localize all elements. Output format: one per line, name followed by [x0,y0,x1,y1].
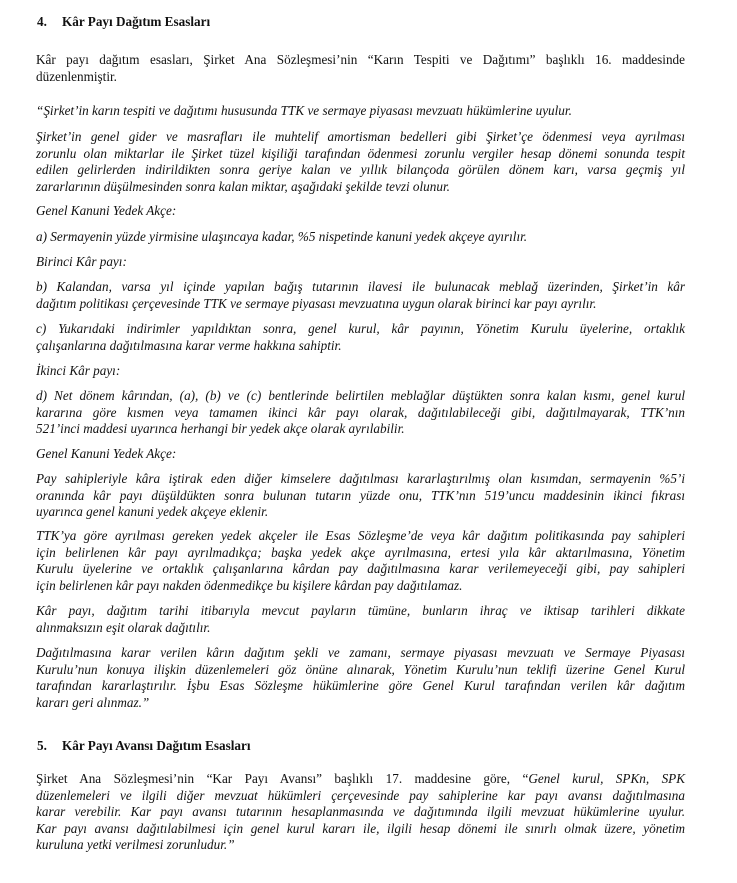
section-5-number: 5. [37,738,47,753]
section-5-paragraph [36,771,685,854]
label-genel-kanuni-yedek-akce-2 [36,446,685,463]
text-line: Şirket’in genel gider ve masrafları ile muhtelif amortisman bedelleri gibi Şirket’çe ödenmesi veya ayrılması [36,129,685,144]
text-line: düzenlenmiştir. [36,68,117,84]
text-line: Dağıtılmasına karar verilen kârın dağıtım şekli ve zamanı, sermaye piyasası mevzuatı ve Sermaye Piyasası [36,645,685,660]
text-line: Kurulu üyelerine ve ortaklık çalışanlarına kârdan pay dağıtılmasına karar verilemeyeceği gibi, pay sahipleri [36,561,685,577]
text-line: çalışanlarına dağıtılmasına karar verme hakkına sahiptir. [36,337,342,353]
text-line: Kurulu’nun konuya ilişkin düzenlemeleri göz önüne alınarak, Yönetim Kurulu’nun teklifi üzerine Genel Kurul [36,661,685,677]
item-a [36,229,685,246]
paragraph-dagitim-karari [36,645,685,711]
text-line: kararı geri alınmaz.” [36,694,150,710]
text-line: Kâr payı dağıtım esasları, Şirket Ana Sözleşmesi’nin “Karın Tespiti ve Dağıtımı” başlıklı 16. maddesinde [36,52,685,67]
label-genel-kanuni-yedek-akce-1 [36,203,685,220]
text-line: b) Kalandan, varsa yıl içinde yapılan bağış tutarının ilavesi ile bulunacak meblağ üzerinden, Şirket’in kâr [36,279,685,294]
text-line: c) Yukarıdaki indirimler yapıldıktan sonra, genel kurul, kâr payının, Yönetim Kurulu üyelerine, ortaklık [36,321,685,336]
section-5-title: Kâr Payı Avansı Dağıtım Esasları [62,738,251,753]
label-birinci-kar-payi [36,254,685,271]
quote-opening [36,103,685,120]
item-d [36,388,685,438]
paragraph-ttk-yedek [36,528,685,594]
text-line: tarafından kararlaştırılır. İşbu Esas Sözleşme hükümlerine göre Genel Kurul tarafından verilen kâr dağıtım [36,678,685,694]
text-line: Genel Kanuni Yedek Akçe: [36,203,177,218]
section-4-title: Kâr Payı Dağıtım Esasları [62,14,211,29]
text-line: kuruluna yetki verilmesi zorunludur.” [36,837,235,853]
text-line: Kar payı avansı dağıtılabilmesi için genel kurul kararı ile, ilgili hesap dönemi ile sınırlı olmak üzere, yönetim [36,820,685,836]
text-line [36,771,685,788]
text-line: d) Net dönem kârından, (a), (b) ve (c) bentlerinde belirtilen meblağlar düştükten sonra kalan kısmı, genel kurul [36,388,685,403]
text-line: karar verebilir. Kar payı avansı tutarının hesaplanmasında ve dağıtımında ilgili mevzuat hükümlerine uyulur. [36,804,685,820]
text-line: dağıtım politikası çerçevesinde TTK ve sermaye piyasası mevzuatına uygun olarak birinci kar payı ayrılır. [36,295,597,311]
avans-intro-text: Şirket Ana Sözleşmesi’nin “Kar Payı Avansı” başlıklı 17. maddesine göre, “ [36,771,529,786]
paragraph-esit-dagitim [36,603,685,636]
text-line: alınmaksızın eşit olarak dağıtılır. [36,619,211,635]
section-4-heading [37,14,210,30]
item-c [36,321,685,354]
text-line: Birinci Kâr payı: [36,254,127,269]
text-line: Genel Kanuni Yedek Akçe: [36,446,177,461]
text-line: zararlarının düşülmesinden sonra kalan miktar, aşağıdaki şekilde tevzi olunur. [36,178,450,194]
text-line: a) Sermayenin yüzde yirmisine ulaşıncaya kadar, %5 nispetinde kanuni yedek akçeye ayırılır. [36,229,528,244]
text-line: uyarınca genel kanuni yedek akçeye eklenir. [36,504,269,520]
avans-quote-start: Genel kurul, SPKn, SPK [528,771,686,786]
text-line: zorunlu olan miktarlar ile Şirket tüzel kişiliği tarafından ödenmesi zorunlu vergiler hesap dönemi sonunda tespit [36,145,685,161]
item-b [36,279,685,312]
label-ikinci-kar-payi [36,363,685,380]
text-line: düzenlemeleri ve ilgili diğer mevzuat hükümleri çerçevesinde pay sahiplerine kar payı avansı dağıtılmasına [36,787,685,803]
text-line: Kâr payı, dağıtım tarihi itibarıyla mevcut payların tümüne, bunların ihraç ve iktisap tarihleri dikkate [36,603,685,618]
text-line: 521’inci maddesi uyarınca herhangi bir yedek akçe olarak ayrılabilir. [36,421,405,437]
text-line: için belirlenen kâr payı nakden ödenmedikçe bu kişilere kârdan pay dağıtılamaz. [36,577,463,593]
text-line: için belirlenen kâr payı ayrılmadıkça; başka yedek akçe ayrılmasına, ertesi yıla kâr aktarılmasına, Yönetim [36,544,685,560]
text-line: TTK’ya göre ayrılması gereken yedek akçeler ile Esas Sözleşme’de veya kâr dağıtım politikasında pay sahipleri [36,528,685,543]
text-line: “Şirket’in karın tespiti ve dağıtımı hususunda TTK ve sermaye piyasası mevzuatı hükümlerine uyulur. [36,103,572,118]
section-4-intro [36,52,685,85]
section-4-number: 4. [37,14,47,29]
text-line: edilen gelirlerden indirildikten sonra geriye kalan ve yıllık bilançoda görülen dönem karı, varsa geçmiş yıl [36,162,685,178]
section-5-heading [37,738,251,754]
text-line: İkinci Kâr payı: [36,363,121,378]
text-line: kararına göre kısmen veya tamamen ikinci kâr payı olarak, dağıtılabileceği gibi, dağıtılmayarak, TTK’nın [36,404,685,420]
paragraph-pay-sahipleri [36,471,685,521]
text-line: Pay sahipleriyle kâra iştirak eden diğer kimselere dağıtılması kararlaştırılmış olan kısımdan, sermayenin %5’i [36,471,685,486]
paragraph-genel-gider [36,129,685,195]
text-line: oranında kâr payı düşüldükten sonra bulunan tutarın yüzde onu, TTK’nın 519’uncu maddesinin ikinci fıkrası [36,487,685,503]
